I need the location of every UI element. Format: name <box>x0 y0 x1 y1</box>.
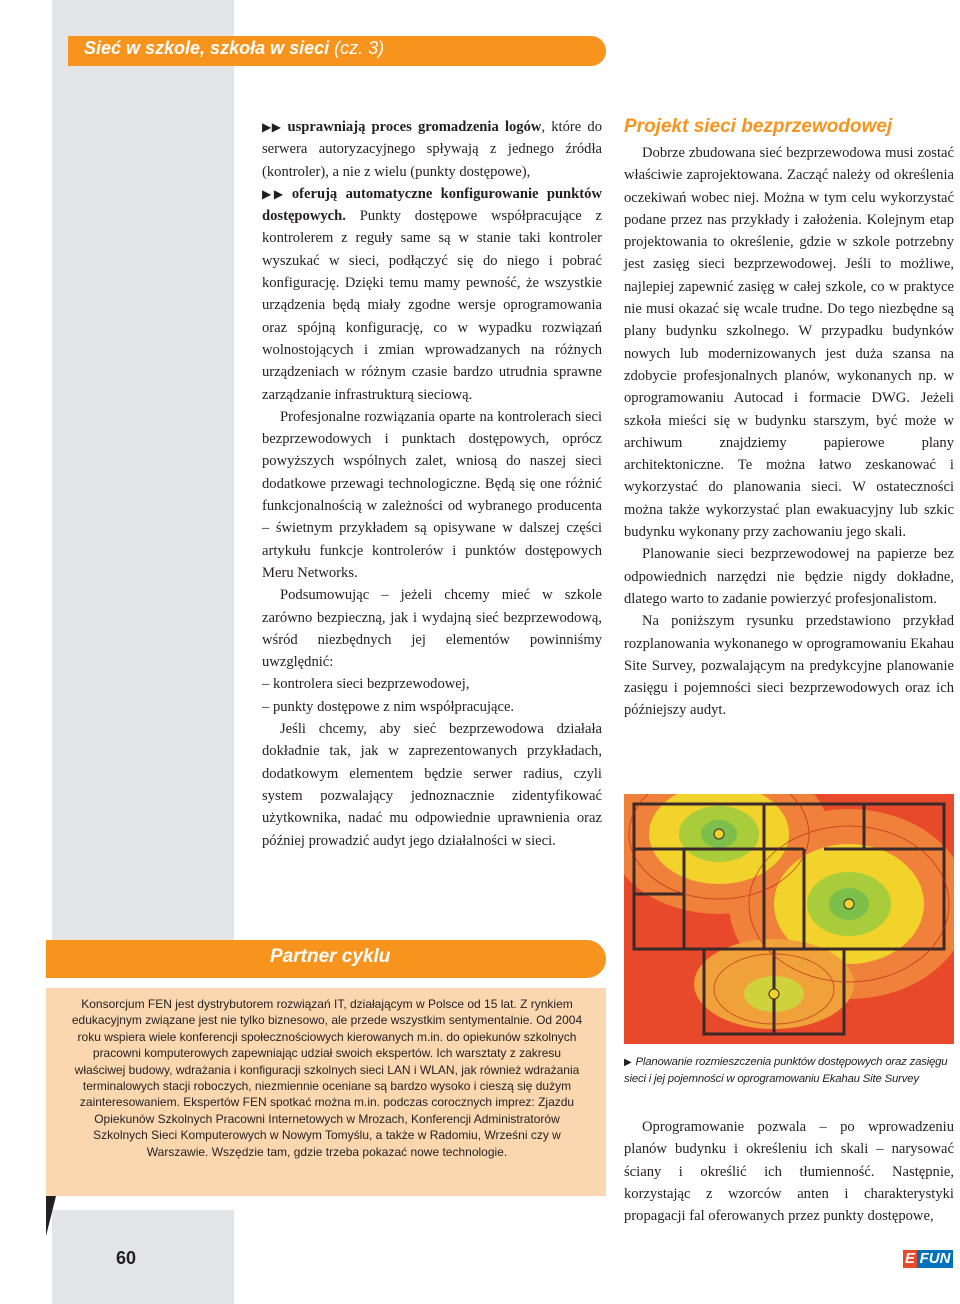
sidebar-strip-bottom <box>52 1210 234 1304</box>
double-arrow-icon: ▶▶ <box>262 120 282 134</box>
floorplan-heatmap-image <box>624 794 954 1044</box>
page-number: 60 <box>116 1248 137 1268</box>
double-arrow-icon: ▶▶ <box>262 186 286 201</box>
paragraph: Oprogramowanie pozwala – po wprowadzeniu planów budynku i określeniu ich skali – narysować ściany i określić ich tłumienność. Następnie, korzystając z wzorców anten i charakterystyki propagacji fal oferowanych przez punkty dostępowe, <box>624 1119 954 1225</box>
paragraph: Na poniższym rysunku przedstawiono przykład rozplanowania wykonanego w oprogramowaniu Ekahau Site Survey, pozwalającym na predykcyjne planowanie zasięgu i pojemności sieci bezprzewodowych oraz ich późniejszy audyt. <box>624 613 954 719</box>
dash-item: – kontrolera sieci bezprzewodowej, <box>262 676 470 693</box>
figure-caption: ▶ Planowanie rozmieszczenia punktów dostępowych oraz zasięgu sieci i jej pojemności w oprogramowaniu Ekahau Site Survey <box>624 1056 948 1085</box>
paragraph: Jeśli chcemy, aby sieć bezprzewodowa działała dokładnie tak, jak w zaprezentowanych przykładach, dodatkowym elementem będzie serwer radius, czyli system pozwalający jednoznacznie zidentyfikować użytkownika, nadać mu odpowiednie uprawnienia oraz później prowadzić audyt jego działalności w sieci. <box>262 721 602 849</box>
section-title: Projekt sieci bezprzewodowej <box>624 116 893 137</box>
paragraph: Podsumowując – jeżeli chcemy mieć w szkole zarówno bezpieczną, jak i wydajną sieć bezprzewodową, wśród niezbędnych jej elementów powinniśmy uwzględnić: <box>262 587 602 671</box>
text-column-right-bottom <box>624 1116 954 1227</box>
text-column-left <box>262 116 602 852</box>
sidebar-strip <box>52 0 234 940</box>
page-title: Sieć w szkole, szkoła w sieci (cz. 3) <box>84 38 385 58</box>
paragraph: Dobrze zbudowana sieć bezprzewodowa musi zostać właściwie zaprojektowana. Zacząć należy od określenia oczekiwań wobec niej. Można w tym celu wykorzystać podane przez nas przykłady i założenia. Kolejnym etap projektowania to określenie, gdzie w szkole potrzebny jest zasięg sieci bezprzewodowej. Jeśli to możliwe, najlepiej zapewnić zasięg w całej szkole, co w praktyce nie musi okazać się wcale trudne. Do tego niezbędne są plany budynku szkolnego. W przypadku budynków nowych lub modernizowanych jest duża szansa na zdobycie profesjonalnych planów, wykonanych np. w oprogramowaniu Autocad i formacie DWG. Jeżeli szkoła mieści się w budynku starszym, być może w archiwum znajdziemy papierowe plany architektoniczne. Te można łatwo zeskanować i wykorzystać do planowania sieci. W ostateczności można także wykorzystać plan ewakuacyjny lub szkic budynku wykonany przy zachowaniu jego skali. <box>624 145 954 541</box>
efun-logo: E FUN <box>903 1250 953 1268</box>
bullet-item: ▶▶ oferują automatyczne konfigurowanie punktów dostępowych. Punkty dostępowe współpracujące z kontrolerem z reguły same są w stanie taki kontroler wyszukać w sieci, podłączyć się do niego i pobrać konfigurację. Dzięki temu mamy pewność, że wszystkie urządzenia będą miały zgodne wersje oprogramowania oraz spójną konfigurację, co w wypadku rozwiązań wolnostojących i zmian wprowadzanych na różnych urządzeniach w różnym czasie bardzo utrudnia sprawne zarządzanie infrastrukturą sieciową. <box>262 185 602 403</box>
paragraph: Profesjonalne rozwiązania oparte na kontrolerach sieci bezprzewodowych i punktach dostępowych, oprócz powyższych wspólnych zalet, wniosą do naszej sieci dodatkowe przewagi technologiczne. Będą się one różnić funkcjonalnością w zależności od wybranego producenta – świetnym przykładem są opisywane w dalszej części artykułu funkcje kontrolerów i punktów dostępowych Meru Networks. <box>262 408 602 581</box>
text-column-right <box>624 116 954 722</box>
paragraph: Planowanie sieci bezprzewodowej na papierze bez odpowiednich narzędzi nie będzie nigdy dokładne, dlatego warto to zadanie powierzyć profesjonalistom. <box>624 546 954 607</box>
dash-item: – punkty dostępowe z nim współpracujące. <box>262 698 515 715</box>
partner-label: Partner cyklu <box>270 946 391 967</box>
bullet-item: ▶▶ usprawniają proces gromadzenia logów, które do serwera autoryzacyjnego spływają z jednego źródła (kontroler), a nie z wielu (punkty dostępowe), <box>262 119 603 180</box>
corner-notch <box>46 1196 56 1236</box>
triangle-icon: ▶ <box>624 1057 632 1068</box>
partner-text: Konsorcjum FEN jest dystrybutorem rozwiązań IT, działającym w Polsce od 15 lat. Z rynkiem edukacyjnym związane jest nie tylko biznesowo, ale przede wszystkim sentymentalnie. Od 2004 roku wspiera wiele konferencji społecznościowych kierowanych m.in. do opiekunów szkolnych pracowni komputerowych zapewniając udział swoich ekspertów. Ich warsztaty z zakresu właściwej budowy, wdrażania i konfiguracji szkolnych sieci LAN i WLAN, jak również wdrażania terminalowych stacji roboczych, niezmiennie oceniane są bardzo wysoko i cieszą się dużym zainteresowaniem. Ekspertów FEN spotkać można m.in. podczas corocznych imprez: Zjazdu Opiekunów Szkolnych Pracowni Internetowych w Mrozach, Konferencji Administratorów Szkolnych Sieci Komputerowych w Nowym Tomyślu, a także w Radomiu, Wrześni czy w Warszawie. Wszędzie tam, gdzie trzeba pokazać nowe technologie. <box>71 997 583 1159</box>
